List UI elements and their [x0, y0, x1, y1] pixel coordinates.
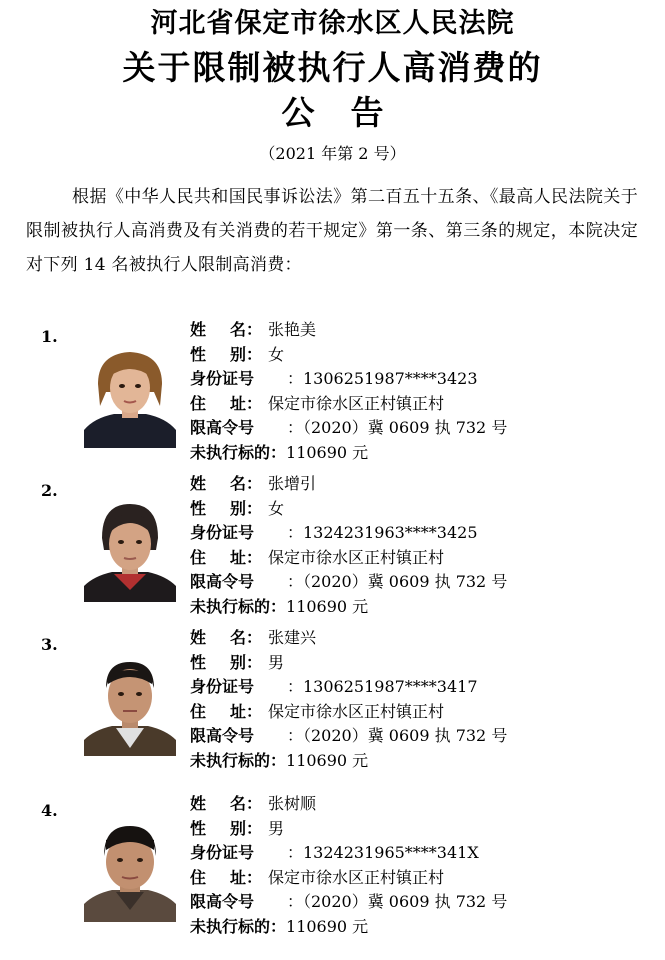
person-order: ：（2020）冀 0609 执 732 号: [287, 418, 508, 437]
label-id: 身份证号: [190, 369, 255, 388]
entry-number: 3.: [41, 635, 58, 654]
person-id: ：1324231963****3425: [287, 523, 478, 542]
entry-number: 2.: [41, 481, 58, 500]
person-gender: 男: [268, 652, 285, 672]
person-entry-2: [0, 474, 665, 640]
document-number: （2021 年第 2 号）: [259, 144, 406, 163]
label-order: 限高令号: [190, 892, 255, 911]
person-address: 保定市徐水区正村镇正村: [268, 701, 445, 721]
person-address: 保定市徐水区正村镇正村: [268, 393, 445, 413]
label-gender: 性: [190, 344, 207, 364]
label-name: 姓: [190, 794, 207, 813]
label-gender: 性: [190, 498, 207, 518]
notice-heading: 公告: [281, 93, 420, 132]
label-amount: 未执行标的：: [190, 916, 287, 936]
label-order: 限高令号: [190, 572, 255, 591]
person-name: 张建兴: [268, 628, 317, 647]
label-address: 住: [190, 701, 207, 721]
person-photo: [84, 494, 176, 602]
person-amount: 110690 元: [286, 750, 369, 770]
label-address: 住: [190, 393, 207, 413]
person-order: ：（2020）冀 0609 执 732 号: [287, 892, 508, 911]
person-address: 保定市徐水区正村镇正村: [268, 867, 445, 887]
label-name: 姓: [190, 628, 207, 647]
person-gender: 女: [268, 344, 285, 364]
label-amount: 未执行标的：: [190, 442, 287, 462]
person-name: 张树顺: [268, 794, 317, 813]
label-amount: 未执行标的：: [190, 750, 287, 770]
intro-paragraph: 根据《中华人民共和国民事诉讼法》第二百五十五条、《最高人民法院关于限制被执行人高消费及有关消费的若干规定》第一条、第三条的规定，本院决定对下列 14 名被执行人限制高消费：: [26, 187, 638, 275]
entry-number: 4.: [41, 801, 58, 820]
label-gender: 性: [190, 818, 207, 838]
person-details: 姓 名： 张增引 性 别： 女 身份证号 ：1324231963****3425 住 址： 保定市徐水区正村镇正村 限高令号 ：（2020）冀 0609 执 732 号 未执行标的：110690 元: [190, 472, 650, 619]
person-id: ：1324231965****341X: [287, 843, 479, 862]
label-name: 姓: [190, 320, 207, 339]
person-address: 保定市徐水区正村镇正村: [268, 547, 445, 567]
person-photo: [84, 340, 176, 448]
label-gender: 性: [190, 652, 207, 672]
label-id: 身份证号: [190, 523, 255, 542]
person-details: 姓 名： 张树顺 性 别： 男 身份证号 ：1324231965****341X 住 址： 保定市徐水区正村镇正村 限高令号 ：（2020）冀 0609 执 732 号 未执行标的：110690 元: [190, 792, 650, 939]
label-id: 身份证号: [190, 677, 255, 696]
label-address: 住: [190, 547, 207, 567]
entry-number: 1.: [41, 327, 58, 346]
label-address: 住: [190, 867, 207, 887]
label-name: 姓: [190, 474, 207, 493]
person-photo: [84, 648, 176, 756]
person-amount: 110690 元: [286, 596, 369, 616]
label-order: 限高令号: [190, 418, 255, 437]
person-order: ：（2020）冀 0609 执 732 号: [287, 572, 508, 591]
person-name: 张艳美: [268, 320, 317, 339]
person-order: ：（2020）冀 0609 执 732 号: [287, 726, 508, 745]
court-title: 河北省保定市徐水区人民法院: [150, 8, 515, 39]
person-gender: 女: [268, 498, 285, 518]
person-entry-3: [0, 628, 665, 794]
person-amount: 110690 元: [286, 916, 369, 936]
person-id: ：1306251987****3423: [287, 369, 478, 388]
label-order: 限高令号: [190, 726, 255, 745]
person-entry-1: [0, 320, 665, 486]
person-entry-4: [0, 794, 665, 960]
person-name: 张增引: [268, 474, 317, 493]
person-photo: [84, 814, 176, 922]
person-details: 姓 名： 张艳美 性 别： 女 身份证号 ：1306251987****3423 住 址： 保定市徐水区正村镇正村 限高令号 ：（2020）冀 0609 执 732 号 未执行标的：110690 元: [190, 318, 650, 465]
person-gender: 男: [268, 818, 285, 838]
label-id: 身份证号: [190, 843, 255, 862]
person-amount: 110690 元: [286, 442, 369, 462]
label-amount: 未执行标的：: [190, 596, 287, 616]
notice-title: 关于限制被执行人高消费的: [122, 48, 543, 87]
person-id: ：1306251987****3417: [287, 677, 478, 696]
person-details: 姓 名： 张建兴 性 别： 男 身份证号 ：1306251987****3417 住 址： 保定市徐水区正村镇正村 限高令号 ：（2020）冀 0609 执 732 号 未执行标的：110690 元: [190, 626, 650, 773]
